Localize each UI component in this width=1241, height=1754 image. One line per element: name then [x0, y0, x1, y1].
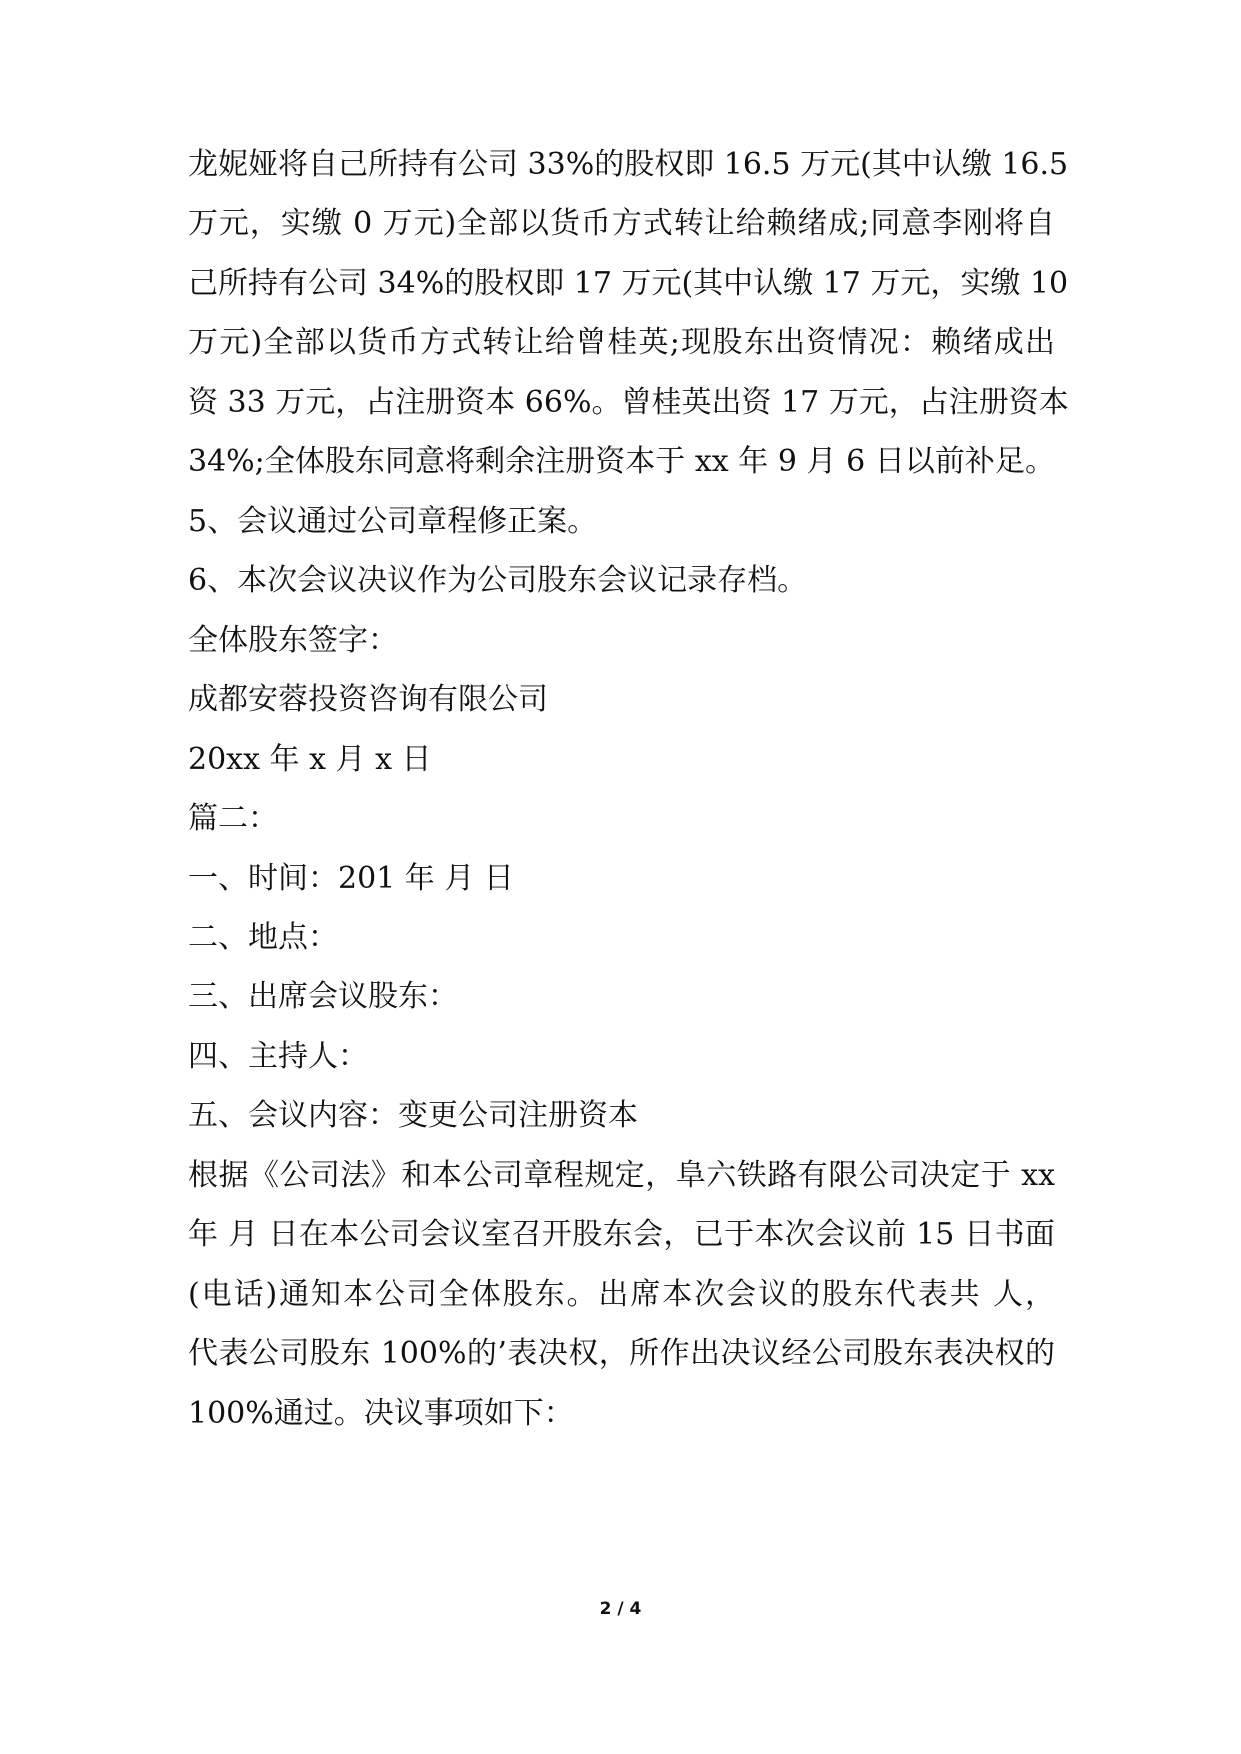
text-line: 年 月 日在本公司会议室召开股东会，已于本次会议前 15 日书面 — [188, 1217, 1055, 1252]
text-line: 代表公司股东 100%的’表决权，所作出决议经公司股东表决权的 — [188, 1336, 1055, 1371]
text-line: (电话)通知本公司全体股东。出席本次会议的股东代表共 人， — [188, 1277, 1055, 1312]
text-line: 二、地点： — [188, 920, 338, 955]
text-line: 6、本次会议决议作为公司股东会议记录存档。 — [188, 563, 808, 598]
text-line: 四、主持人： — [188, 1039, 368, 1074]
text-line: 资 33 万元，占注册资本 66%。曾桂英出资 17 万元，占注册资本 — [188, 385, 1069, 420]
text-line: 成都安蓉投资咨询有限公司 — [188, 682, 548, 717]
text-line: 根据《公司法》和本公司章程规定，阜六铁路有限公司决定于 xx — [188, 1158, 1055, 1193]
text-line: 万元，实缴 0 万元)全部以货币方式转让给赖绪成;同意李刚将自 — [188, 206, 1055, 241]
text-line: 龙妮娅将自己所持有公司 33%的股权即 16.5 万元(其中认缴 16.5 — [188, 147, 1069, 182]
text-line: 己所持有公司 34%的股权即 17 万元(其中认缴 17 万元，实缴 10 — [188, 266, 1069, 301]
text-line: 100%通过。决议事项如下： — [188, 1396, 574, 1431]
text-line: 20xx 年 x 月 x 日 — [188, 742, 432, 777]
text-line: 5、会议通过公司章程修正案。 — [188, 504, 598, 539]
text-line: 五、会议内容：变更公司注册资本 — [188, 1098, 638, 1133]
page-number: 2 / 4 — [599, 1599, 642, 1619]
text-line: 三、出席会议股东： — [188, 979, 458, 1014]
section-heading: 篇二： — [188, 801, 278, 836]
text-line: 万元)全部以货币方式转让给曾桂英;现股东出资情况：赖绪成出 — [188, 325, 1055, 360]
text-line: 全体股东签字： — [188, 623, 398, 658]
text-line: 一、时间：201 年 月 日 — [188, 861, 514, 896]
text-line: 34%;全体股东同意将剩余注册资本于 xx 年 9 月 6 日以前补足。 — [188, 444, 1055, 479]
